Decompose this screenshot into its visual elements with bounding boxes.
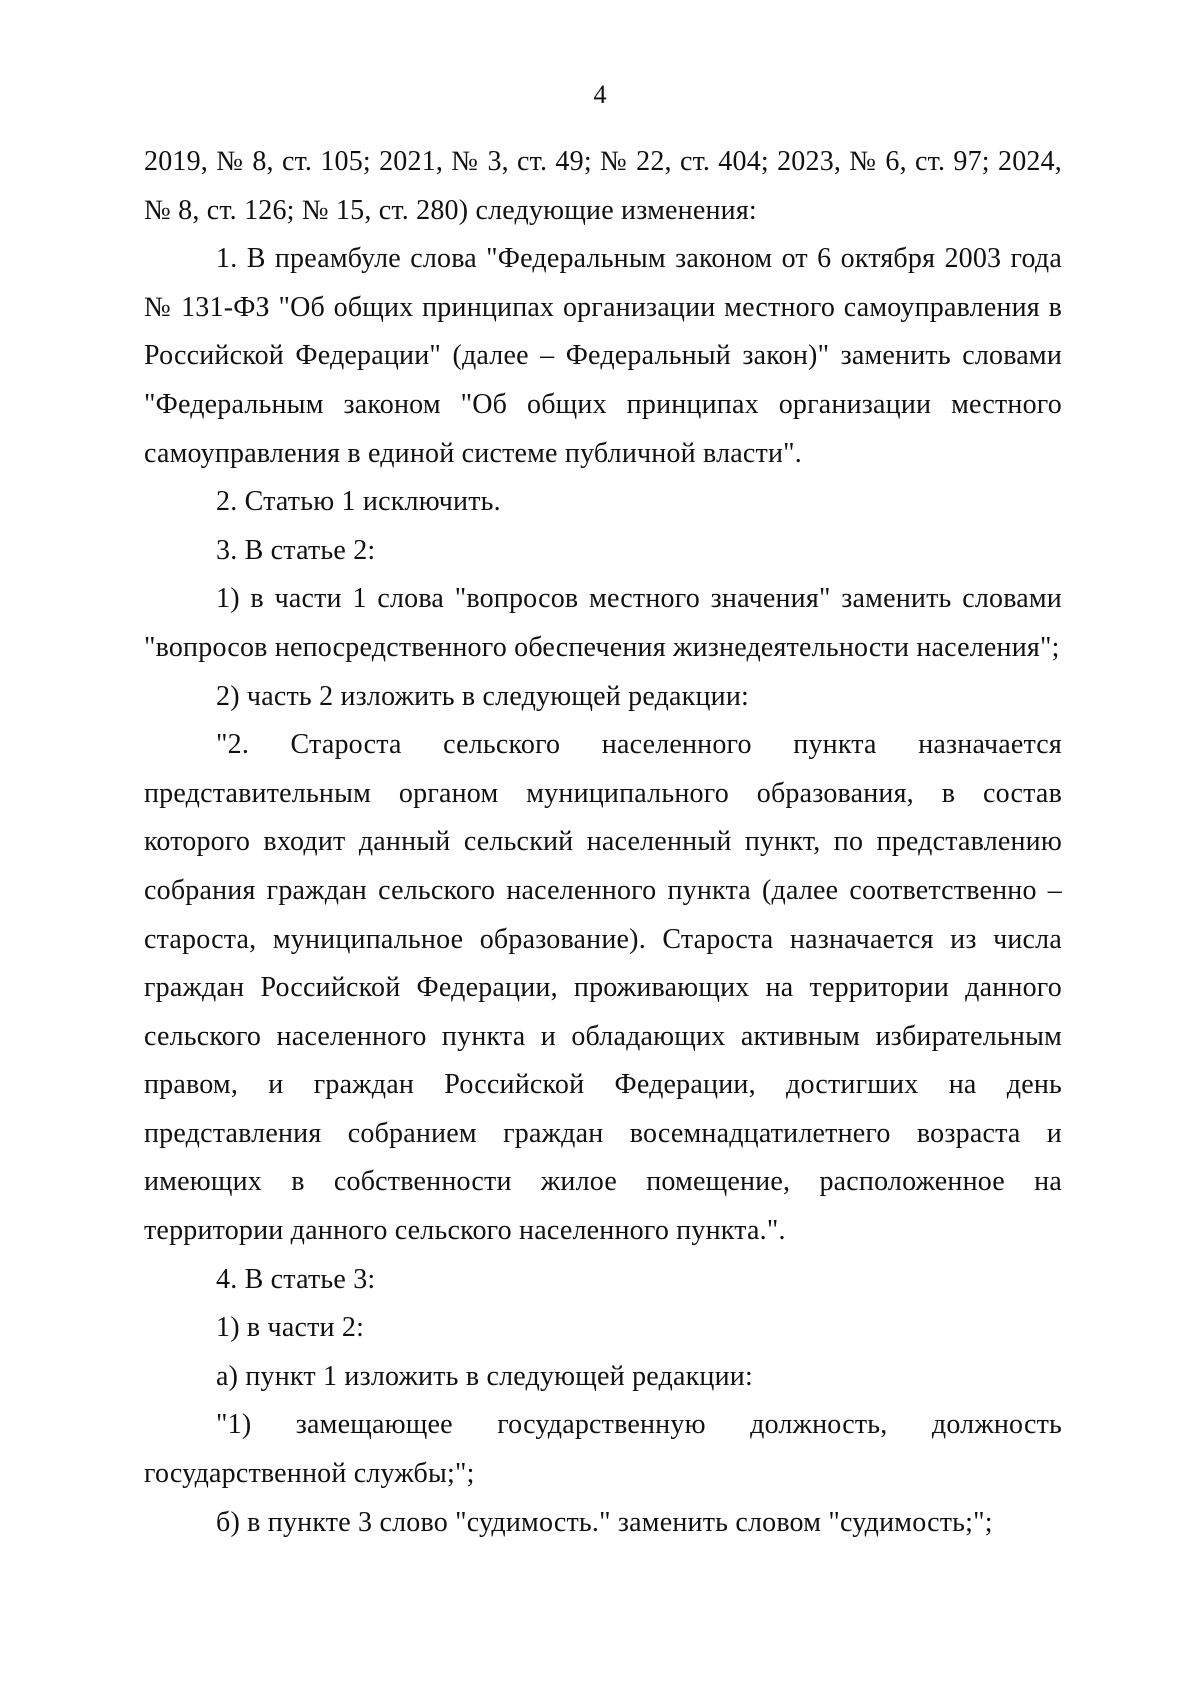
paragraph-quoted-point-1: "1) замещающее государственную должность, должность государственной службы;"; xyxy=(144,1409,1062,1490)
page-number: 4 xyxy=(593,80,607,109)
paragraph-item-2: 2. Статью 1 исключить. xyxy=(216,486,501,518)
paragraph-item-3: 3. В статье 2: xyxy=(216,534,376,566)
paragraph-subitem-4-1-a: а) пункт 1 изложить в следующей редакции: xyxy=(216,1360,753,1392)
document-body xyxy=(144,138,1062,1547)
paragraph-continuation: 2019, № 8, ст. 105; 2021, № 3, ст. 49; № 22, ст. 404; 2023, № 6, ст. 97; 2024, № 8, ст. 126; № 15, ст. 280) следующие изменения: xyxy=(144,146,1062,226)
paragraph-subitem-3-2: 2) часть 2 изложить в следующей редакции: xyxy=(216,680,750,712)
paragraph-item-4: 4. В статье 3: xyxy=(216,1263,376,1295)
paragraph-item-1: 1. В преамбуле слова "Федеральным законом от 6 октября 2003 года № 131-ФЗ "Об общих принципах организации местного самоуправления в Российской Федерации" (далее – Федеральный закон)" заменить словами "Федеральным законом "Об общих принципах организации местного самоуправления в единой системе публичной власти". xyxy=(144,243,1062,469)
paragraph-subitem-3-1: 1) в части 1 слова "вопросов местного значения" заменить словами "вопросов непосредственного обеспечения жизнедеятельности населения"; xyxy=(144,583,1062,663)
paragraph-subitem-4-1: 1) в части 2: xyxy=(216,1312,365,1344)
paragraph-subitem-4-1-b: б) в пункте 3 слово "судимость." заменить словом "судимость;"; xyxy=(216,1506,993,1538)
paragraph-quoted-part-2: "2. Староста сельского населенного пункта назначается представительным органом муниципального образования, в состав которого входит данный сельский населенный пункт, по представлению собрания граждан сельского населенного пункта (далее соответственно – староста, муниципальное образование). Староста назначается из числа граждан Российской Федерации, проживающих на территории данного сельского населенного пункта и обладающих активным избирательным правом, и граждан Российской Федерации, достигших на день представления собранием граждан восемнадцатилетнего возраста и имеющих в собственности жилое помещение, расположенное на территории данного сельского населенного пункта.". xyxy=(144,729,1062,1247)
